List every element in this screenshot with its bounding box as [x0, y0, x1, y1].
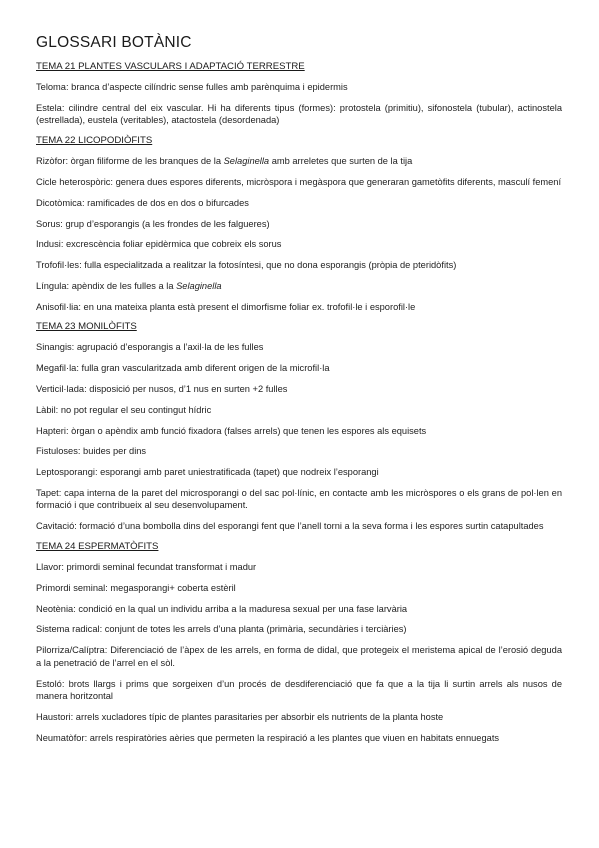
term-separator: :: [74, 521, 80, 532]
entry-definition: formació d’una bombolla dins del esporangi fent que l’anell torni a la seva forma i les espores surtin catapultades: [79, 521, 544, 532]
entry-term: Neotènia: [36, 603, 74, 614]
glossary-entry: [36, 383, 562, 396]
entry-term: Primordi seminal: [36, 582, 106, 593]
entry-definition: arrels respiratòries aèries que permeten la respiració a les plantes que viuen en habitats ennuegats: [89, 732, 500, 743]
entry-term: Megafil·la: [36, 363, 77, 374]
entry-definition: branca d’aspecte cilíndric sense fulles amb parènquima i epidermis: [71, 82, 348, 92]
entry-definition: disposició per nusos, d’1 nus en surten +2 fulles: [89, 383, 288, 394]
term-separator: :: [71, 342, 77, 353]
entry-definition: buides per dins: [83, 446, 147, 457]
glossary-section: [36, 321, 562, 532]
entry-term: Rizòfor: [36, 156, 66, 167]
term-separator: :: [73, 603, 79, 614]
term-separator: :: [58, 487, 65, 498]
entry-definition: Diferenciació de l’àpex de les arrels, en forma de didal, que protegeix el meristema apical de l’erosió deguda a la penetració de l’arrel en el sòl.: [36, 645, 562, 668]
entry-term: Língula: [36, 280, 67, 291]
glossary-entry: [36, 644, 562, 669]
glossary-entry: [36, 425, 562, 438]
term-separator: :: [61, 678, 69, 689]
entry-definition: ramificades de dos en dos o bifurcades: [87, 197, 249, 208]
glossary-entry: [36, 238, 562, 251]
entry-term: Verticil·lada: [36, 383, 85, 394]
glossary-entry: [36, 280, 562, 293]
glossary-entry: [36, 582, 562, 595]
entry-term: Dicotòmica: [36, 197, 82, 208]
glossary-entry: [36, 301, 562, 314]
glossary-entry: [36, 520, 562, 533]
document-page: [36, 34, 562, 752]
term-separator: :: [61, 562, 67, 573]
section-heading: TEMA 21 PLANTES VASCULARS I ADAPTACIÓ TERRESTRE: [36, 61, 305, 72]
glossary-sections: [36, 61, 562, 744]
glossary-entry: [36, 678, 562, 703]
entry-definition: en una mateixa planta està present el dimorfisme foliar ex. trofofil·le i esporofil·le: [83, 301, 416, 312]
glossary-entry: [36, 711, 562, 724]
entry-definition: grup d’esporangis (a les frondes de les falgueres): [65, 218, 270, 229]
entry-term: Cicle heterospòric: [36, 176, 111, 187]
term-separator: :: [66, 280, 72, 291]
entry-definition: genera dues espores diferents, micròspora i megàspora que generaran gametòfits diferents, masculí femení: [115, 176, 562, 187]
glossary-entry: [36, 197, 562, 210]
entry-definition: condició en la qual un individu arriba a la maduresa sexual per una fase larvària: [78, 603, 408, 614]
entry-definition: cilindre central del eix vascular. Hi ha diferents tipus (formes): protostela (primitiu), sifonostela (tubular), actinostela (estrellada), eustela (veritables), atactostela (desordenada): [36, 102, 562, 126]
entry-term: Leptosporangi: [36, 467, 95, 478]
glossary-entry: [36, 81, 562, 94]
glossary-entry: [36, 561, 562, 574]
entry-term: Làbil: [36, 404, 56, 415]
term-separator: :: [99, 624, 105, 635]
term-separator: :: [61, 102, 69, 113]
entry-term: Cavitació: [36, 521, 75, 532]
term-separator: :: [65, 82, 72, 92]
glossary-entry: [36, 176, 562, 189]
glossary-entry: [36, 362, 562, 375]
entry-definition: fulla especialitzada a realitzar la fotosíntesi, que no dona esporangis (pròpia de pteridòfits): [84, 260, 457, 271]
glossary-entry: [36, 259, 562, 272]
document-title: GLOSSARI BOTÀNIC: [36, 34, 192, 51]
entry-definition: agrupació d’esporangis a l’axil·la de les fulles: [76, 342, 264, 353]
entry-term: Estoló: [36, 678, 62, 689]
entry-term: Sinangis: [36, 342, 72, 353]
entry-term: Sorus: [36, 218, 61, 229]
term-separator: :: [65, 156, 71, 167]
entry-definition: excrescència foliar epidèrmica que cobreix els sorus: [65, 239, 282, 250]
term-separator: :: [104, 645, 111, 656]
section-heading: TEMA 22 LICOPODIÒFITS: [36, 135, 153, 147]
entry-definition: no pot regular el seu contingut hídric: [60, 404, 212, 415]
glossary-entry: [36, 603, 562, 616]
entry-term: Trofofil·les: [36, 260, 80, 271]
entry-term: Anisofil·lia: [36, 301, 79, 312]
glossary-entry: [36, 218, 562, 231]
term-separator: :: [84, 732, 90, 743]
entry-term: Pilorriza/Calíptra: [36, 645, 105, 656]
glossary-entry: [36, 623, 562, 636]
term-separator: :: [94, 467, 101, 478]
term-separator: :: [79, 260, 85, 271]
section-heading: TEMA 23 MONILÒFITS: [36, 321, 137, 333]
entry-term: Haustori: [36, 711, 71, 722]
term-separator: :: [70, 711, 76, 722]
glossary-entry: [36, 341, 562, 354]
entry-definition: arrels xucladores típic de plantes parasitaries per absorbir els nutrients de la planta hoste: [75, 711, 444, 722]
glossary-entry: [36, 487, 562, 512]
term-separator: :: [77, 446, 84, 457]
entry-term: Neumatòfor: [36, 732, 85, 743]
entry-definition: òrgan filiforme de les branques de la Selaginella amb arreletes que surten de la tija: [70, 156, 413, 167]
entry-term: Teloma: [36, 82, 66, 92]
entry-definition: brots llargs i prims que sorgeixen d’un procés de desdiferenciació que fa que a la tija li surtin arrels als nusos de manera horitzontal: [36, 678, 562, 702]
entry-definition: apèndix de les fulles a la Selaginella: [71, 280, 222, 291]
term-separator: :: [55, 404, 61, 415]
entry-term: Indusi: [36, 239, 61, 250]
genus-name: Selaginella: [223, 156, 270, 167]
term-separator: :: [81, 197, 88, 208]
term-separator: :: [105, 582, 111, 593]
entry-definition: fulla gran vascularitzada amb diferent origen de la microfil·la: [81, 363, 330, 374]
entry-term: Estela: [36, 102, 62, 113]
term-separator: :: [65, 425, 72, 436]
entry-term: Hapteri: [36, 425, 66, 436]
entry-term: Llavor: [36, 562, 62, 573]
term-separator: :: [78, 301, 84, 312]
term-separator: :: [84, 383, 90, 394]
entry-term: Fistuloses: [36, 446, 78, 457]
genus-name: Selaginella: [176, 280, 222, 291]
glossary-entry: [36, 404, 562, 417]
glossary-entry: [36, 445, 562, 458]
glossary-section: [36, 135, 562, 313]
term-separator: :: [60, 239, 66, 250]
glossary-entry: [36, 155, 562, 168]
entry-definition: conjunt de totes les arrels d’una planta (primària, secundàries i terciàries): [104, 624, 407, 635]
entry-term: Tapet: [36, 487, 59, 498]
glossary-section: [36, 61, 562, 127]
glossary-entry: [36, 466, 562, 479]
glossary-entry: [36, 732, 562, 745]
glossary-entry: [36, 102, 562, 127]
entry-definition: capa interna de la paret del microsporangi o del sac pol·línic, en contacte amb les micròspores o els grans de pol·len en formació i que contribueix al seu desenvolupament.: [36, 487, 562, 511]
entry-term: Sistema radical: [36, 624, 100, 635]
entry-definition: megasporangi+ coberta estèril: [110, 582, 236, 593]
entry-definition: òrgan o apèndix amb funció fixadora (falses arrels) que tenen les espores als equisets: [71, 425, 427, 436]
term-separator: :: [110, 176, 116, 187]
entry-definition: esporangi amb paret uniestratificada (tapet) que nodreix l’esporangi: [100, 467, 379, 478]
glossary-section: [36, 541, 562, 744]
entry-definition: primordi seminal fecundat transformat i madur: [66, 562, 257, 573]
term-separator: :: [76, 363, 82, 374]
section-heading: TEMA 24 ESPERMATÒFITS: [36, 541, 159, 553]
term-separator: :: [60, 218, 66, 229]
